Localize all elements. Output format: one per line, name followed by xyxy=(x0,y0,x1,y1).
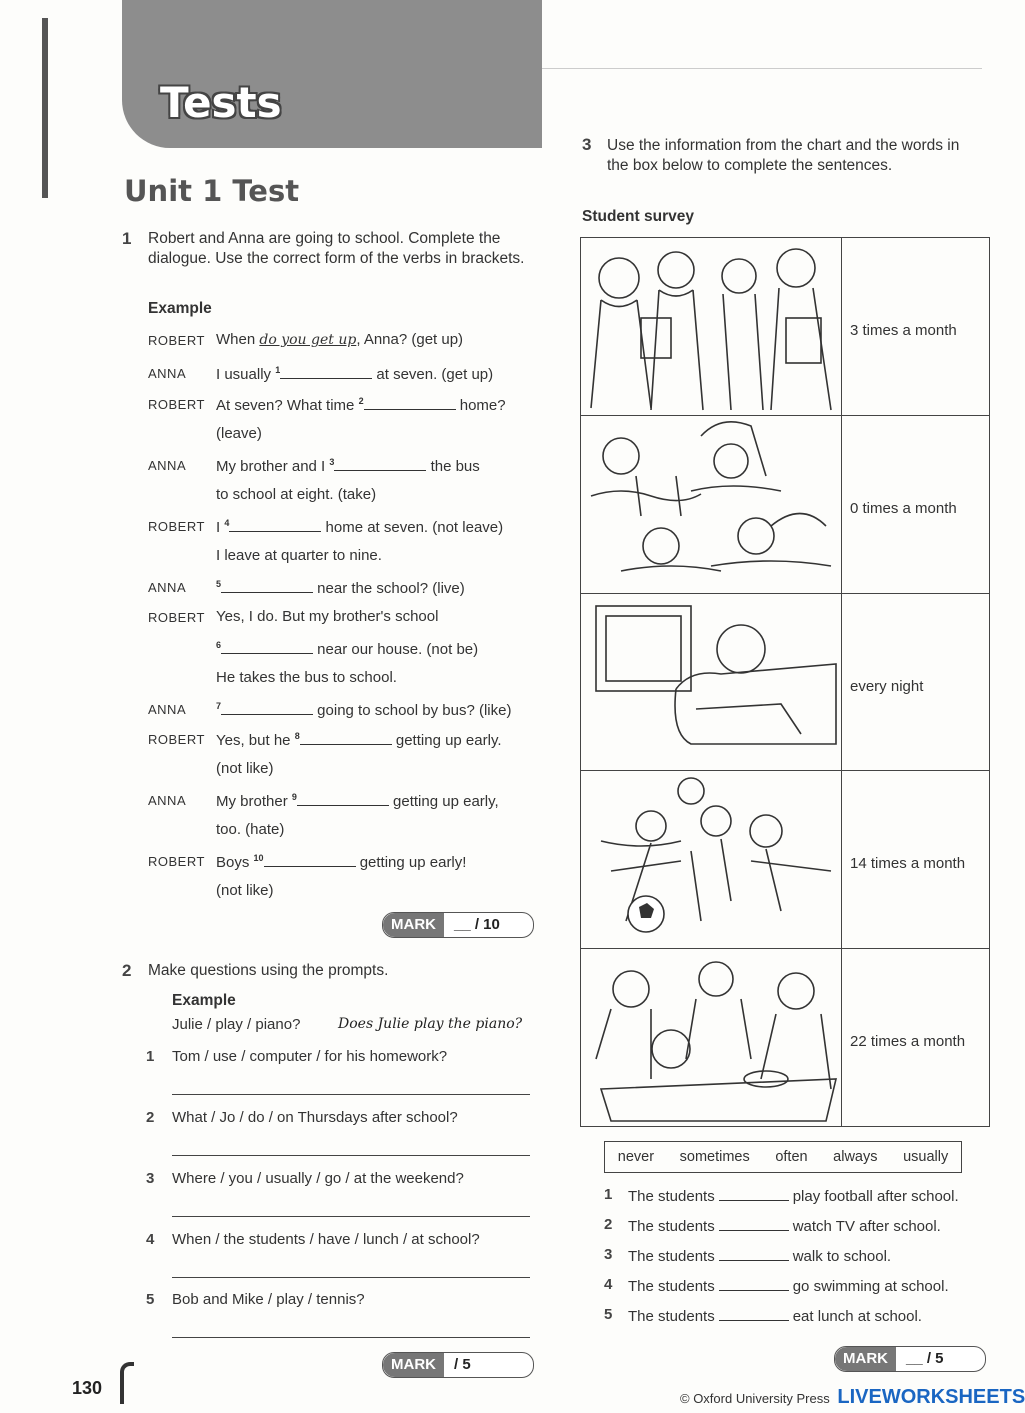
sentence-pre: The students xyxy=(628,1278,715,1295)
answer-blank[interactable] xyxy=(334,456,426,471)
gap-number: 4 xyxy=(224,518,230,528)
dialogue-text: to school at eight. (take) xyxy=(216,486,377,503)
line-pre: When xyxy=(216,331,260,348)
survey-table xyxy=(580,237,990,1127)
answer-blank[interactable] xyxy=(719,1306,789,1321)
dialogue-text xyxy=(216,791,499,810)
survey-freq: 22 times a month xyxy=(850,1033,966,1050)
survey-freq: 0 times a month xyxy=(850,500,957,517)
speaker-name: ROBERT xyxy=(148,519,205,534)
answer-blank[interactable] xyxy=(719,1246,789,1261)
q2-answer-line[interactable] xyxy=(172,1277,530,1278)
word-never: never xyxy=(617,1149,655,1165)
dialogue-text xyxy=(216,364,493,383)
speaker-name: ANNA xyxy=(148,793,187,808)
q3-sentence-number: 2 xyxy=(604,1216,613,1233)
dialogue-text xyxy=(216,517,503,536)
football-illustration xyxy=(581,771,842,948)
mark-value: __ / 10 xyxy=(454,916,500,933)
line-post: going to school by bus? (like) xyxy=(313,702,512,719)
gap-number: 9 xyxy=(291,792,297,802)
q3-sentence-number: 4 xyxy=(604,1276,613,1293)
survey-row xyxy=(581,771,989,949)
line-post: getting up early, xyxy=(388,793,499,810)
footer-copyright xyxy=(680,1386,1025,1409)
dialogue-text xyxy=(216,639,478,658)
gap-number: 6 xyxy=(216,640,222,650)
walking-illustration xyxy=(581,238,842,415)
answer-blank[interactable] xyxy=(719,1276,789,1291)
gap-number: 8 xyxy=(294,731,300,741)
copyright-text: © Oxford University Press xyxy=(680,1391,830,1406)
line-post: getting up early. xyxy=(391,732,502,749)
dialogue-text xyxy=(216,578,465,597)
swimming-illustration xyxy=(581,416,842,593)
q2-example-prompt: Julie / play / piano? xyxy=(172,1016,301,1033)
q2-item-number: 1 xyxy=(146,1048,155,1065)
q2-mark-box xyxy=(382,1352,534,1378)
dialogue-text xyxy=(216,395,506,414)
gap-number: 1 xyxy=(275,365,281,375)
dialogue-text: (not like) xyxy=(216,882,274,899)
example-answer: do you get up xyxy=(259,332,357,348)
gap-number: 2 xyxy=(358,396,364,406)
line-pre: I xyxy=(216,519,225,536)
survey-freq: 3 times a month xyxy=(850,322,957,339)
page-number: 130 xyxy=(72,1378,103,1398)
line-post: home? xyxy=(455,397,506,414)
q2-answer-line[interactable] xyxy=(172,1094,530,1095)
line-post: getting up early! xyxy=(355,854,467,871)
answer-blank[interactable] xyxy=(719,1186,789,1201)
q2-instruction: Make questions using the prompts. xyxy=(148,962,389,979)
q3-mark-box xyxy=(834,1346,986,1372)
q2-answer-line[interactable] xyxy=(172,1216,530,1217)
speaker-name: ANNA xyxy=(148,366,187,381)
mark-value: __ / 5 xyxy=(906,1350,944,1367)
answer-blank[interactable] xyxy=(221,639,313,654)
tv-illustration xyxy=(581,594,842,770)
gap-number: 10 xyxy=(253,853,264,863)
line-pre: At seven? What time xyxy=(216,397,359,414)
q2-example-label: Example xyxy=(172,992,236,1009)
speaker-name: ROBERT xyxy=(148,610,205,625)
survey-row xyxy=(581,594,989,771)
banner-title: Tests xyxy=(160,78,282,127)
lunch-illustration xyxy=(581,949,842,1126)
word-always: always xyxy=(833,1149,878,1165)
q3-sentence xyxy=(628,1306,922,1325)
dialogue-text: I leave at quarter to nine. xyxy=(216,547,382,564)
answer-blank[interactable] xyxy=(297,791,389,806)
header-rule xyxy=(542,68,982,69)
liveworksheets-logo: LIVEWORKSHEETS xyxy=(837,1386,1025,1408)
dialogue-text xyxy=(216,852,466,871)
answer-blank[interactable] xyxy=(264,852,356,867)
q1-example-label: Example xyxy=(148,300,212,317)
q2-item-prompt: When / the students / have / lunch / at school? xyxy=(172,1231,480,1248)
dialogue-text: Yes, I do. But my brother's school xyxy=(216,608,439,625)
q2-item-prompt: What / Jo / do / on Thursdays after school? xyxy=(172,1109,458,1126)
speaker-name: ANNA xyxy=(148,702,187,717)
line-post: the bus xyxy=(426,458,480,475)
word-box xyxy=(604,1141,962,1173)
sentence-pre: The students xyxy=(628,1218,715,1235)
dialogue-text: He takes the bus to school. xyxy=(216,669,397,686)
answer-blank[interactable] xyxy=(719,1216,789,1231)
sentence-post: walk to school. xyxy=(792,1248,892,1265)
footer-bracket xyxy=(120,1362,134,1404)
dialogue-text xyxy=(216,456,480,475)
line-post: , Anna? (get up) xyxy=(356,331,464,348)
q2-item-prompt: Tom / use / computer / for his homework? xyxy=(172,1048,448,1065)
line-pre: My brother and I xyxy=(216,458,330,475)
answer-blank[interactable] xyxy=(221,700,313,715)
q3-instruction: Use the information from the chart and the words in the box below to complete the sentences. xyxy=(607,137,960,174)
unit-title: Unit 1 Test xyxy=(124,174,300,208)
answer-blank[interactable] xyxy=(280,364,372,379)
survey-title: Student survey xyxy=(582,208,694,225)
word-sometimes: sometimes xyxy=(679,1149,750,1165)
q2-item-number: 2 xyxy=(146,1109,155,1126)
line-pre: My brother xyxy=(216,793,292,810)
answer-blank[interactable] xyxy=(221,578,313,593)
sentence-post: go swimming at school. xyxy=(792,1278,949,1295)
survey-freq: 14 times a month xyxy=(850,855,966,872)
word-usually: usually xyxy=(903,1149,949,1165)
line-post: home at seven. (not leave) xyxy=(321,519,504,536)
mark-label: MARK xyxy=(383,913,444,937)
mark-label: MARK xyxy=(383,1353,444,1377)
line-pre: Boys xyxy=(216,854,254,871)
gap-number: 7 xyxy=(216,701,222,711)
sentence-post: play football after school. xyxy=(792,1188,959,1205)
q3-sentence xyxy=(628,1216,941,1235)
line-post: at seven. (get up) xyxy=(372,366,494,383)
q3-sentence xyxy=(628,1246,891,1265)
q3-sentence xyxy=(628,1276,949,1295)
sentence-pre: The students xyxy=(628,1308,715,1325)
dialogue-text xyxy=(216,700,511,719)
speaker-name: ROBERT xyxy=(148,854,205,869)
q3-sentence-number: 1 xyxy=(604,1186,613,1203)
line-pre: Yes, but he xyxy=(216,732,295,749)
q2-item-number: 3 xyxy=(146,1170,155,1187)
q3-sentence-number: 3 xyxy=(604,1246,613,1263)
speaker-name: ROBERT xyxy=(148,397,205,412)
answer-blank[interactable] xyxy=(300,730,392,745)
dialogue-text xyxy=(216,730,502,749)
line-post: near the school? (live) xyxy=(313,580,465,597)
q2-number: 2 xyxy=(122,961,132,980)
mark-value: / 5 xyxy=(454,1356,471,1373)
speaker-name: ANNA xyxy=(148,458,187,473)
answer-blank[interactable] xyxy=(364,395,456,410)
q3-sentence-number: 5 xyxy=(604,1306,613,1323)
q2-item-number: 5 xyxy=(146,1291,155,1308)
sentence-post: watch TV after school. xyxy=(792,1218,941,1235)
margin-bar xyxy=(42,18,48,198)
sentence-pre: The students xyxy=(628,1248,715,1265)
q2-item-prompt: Where / you / usually / go / at the weekend? xyxy=(172,1170,464,1187)
survey-freq: every night xyxy=(850,678,924,695)
line-post: near our house. (not be) xyxy=(313,641,479,658)
gap-number: 3 xyxy=(329,457,335,467)
q1-number: 1 xyxy=(122,229,132,248)
sentence-post: eat lunch at school. xyxy=(792,1308,922,1325)
q2-answer-line[interactable] xyxy=(172,1337,530,1338)
dialogue-text xyxy=(216,331,463,348)
survey-row xyxy=(581,238,989,416)
word-often: often xyxy=(775,1149,808,1165)
speaker-name: ANNA xyxy=(148,580,187,595)
survey-row xyxy=(581,949,989,1126)
speaker-name: ROBERT xyxy=(148,333,205,348)
q1-mark-box xyxy=(382,912,534,938)
speaker-name: ROBERT xyxy=(148,732,205,747)
q3-sentence xyxy=(628,1186,959,1205)
q2-item-prompt: Bob and Mike / play / tennis? xyxy=(172,1291,365,1308)
sentence-pre: The students xyxy=(628,1188,715,1205)
q1-instruction: Robert and Anna are going to school. Complete the dialogue. Use the correct form of the verbs in brackets. xyxy=(148,230,525,267)
dialogue-text: (not like) xyxy=(216,760,274,777)
survey-row xyxy=(581,416,989,594)
answer-blank[interactable] xyxy=(229,517,321,532)
q2-example-answer: Does Julie play the piano? xyxy=(338,1016,523,1032)
q3-number: 3 xyxy=(582,135,592,154)
dialogue-text: (leave) xyxy=(216,425,262,442)
dialogue-text: too. (hate) xyxy=(216,821,285,838)
q2-answer-line[interactable] xyxy=(172,1155,530,1156)
line-pre: I usually xyxy=(216,366,276,383)
q2-item-number: 4 xyxy=(146,1231,155,1248)
mark-label: MARK xyxy=(835,1347,896,1371)
gap-number: 5 xyxy=(216,579,222,589)
